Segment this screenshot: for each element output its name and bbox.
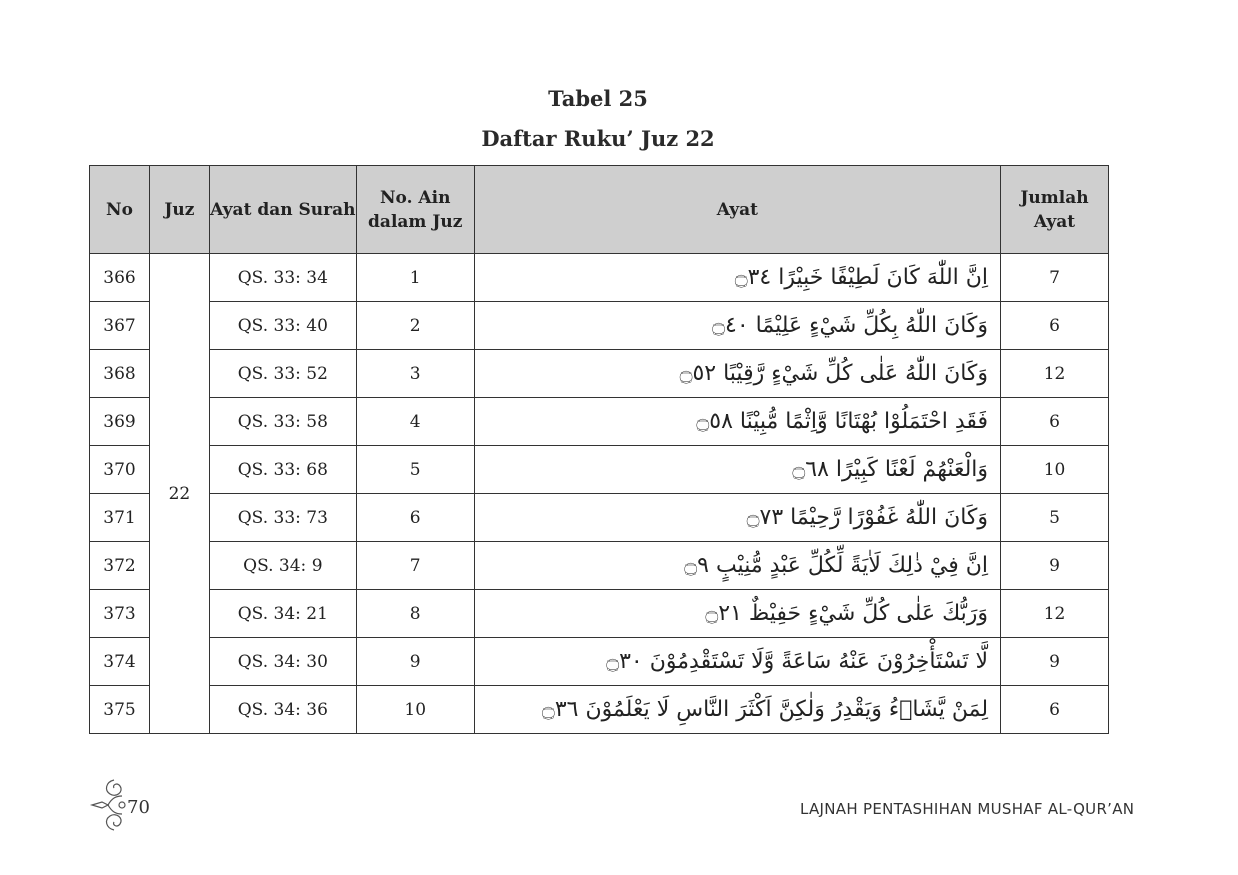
cell-surah: QS. 33: 58: [209, 398, 356, 446]
table-row: [90, 254, 1109, 302]
cell-jumlah: 6: [1001, 686, 1109, 734]
table-subtitle: Daftar Ruku’ Juz 22: [481, 126, 715, 151]
cell-jumlah: 10: [1001, 446, 1109, 494]
header-ayat: Ayat: [474, 166, 1000, 254]
cell-surah: QS. 33: 40: [209, 302, 356, 350]
cell-ayat: وَكَانَ اللّٰهُ عَلٰى كُلِّ شَيْءٍ رَّقِيْبًا ۝٥٢: [474, 350, 1000, 398]
publisher-footer: LAJNAH PENTASHIHAN MUSHAF AL-QUR’AN: [800, 800, 1135, 818]
ornament-icon: [88, 776, 130, 834]
cell-no: 371: [90, 494, 150, 542]
table-row: [90, 686, 1109, 734]
cell-jumlah: 6: [1001, 398, 1109, 446]
cell-ain: 6: [356, 494, 474, 542]
table-row: [90, 638, 1109, 686]
table-row: [90, 590, 1109, 638]
table-row: [90, 542, 1109, 590]
table-row: [90, 398, 1109, 446]
header-jumlah-line1: Jumlah: [1020, 187, 1089, 208]
table-row: [90, 302, 1109, 350]
cell-surah: QS. 34: 36: [209, 686, 356, 734]
cell-ain: 3: [356, 350, 474, 398]
cell-ain: 2: [356, 302, 474, 350]
cell-ain: 7: [356, 542, 474, 590]
header-no-ain-line2: dalam Juz: [368, 211, 463, 232]
cell-juz: 22: [149, 254, 209, 734]
cell-surah: QS. 34: 9: [209, 542, 356, 590]
cell-surah: QS. 34: 21: [209, 590, 356, 638]
cell-no: 373: [90, 590, 150, 638]
header-jumlah-line2: Ayat: [1033, 211, 1076, 232]
cell-no: 367: [90, 302, 150, 350]
cell-ayat: اِنَّ اللّٰهَ كَانَ لَطِيْفًا خَبِيْرًا ۝٣٤: [474, 254, 1000, 302]
cell-ain: 1: [356, 254, 474, 302]
cell-jumlah: 7: [1001, 254, 1109, 302]
header-no-ain: [356, 166, 474, 254]
header-no: No: [90, 166, 150, 254]
cell-jumlah: 12: [1001, 590, 1109, 638]
cell-no: 369: [90, 398, 150, 446]
cell-ayat: وَالْعَنْهُمْ لَعْنًا كَبِيْرًا ۝٦٨: [474, 446, 1000, 494]
cell-ayat: لِمَنْ يَّشَاۤءُ وَيَقْدِرُ وَلٰكِنَّ اَكْثَرَ النَّاسِ لَا يَعْلَمُوْنَ ۝٣٦: [474, 686, 1000, 734]
cell-jumlah: 6: [1001, 302, 1109, 350]
header-juz: Juz: [149, 166, 209, 254]
cell-jumlah: 9: [1001, 638, 1109, 686]
table-row: [90, 494, 1109, 542]
cell-no: 375: [90, 686, 150, 734]
header-ayat-surah: Ayat dan Surah: [209, 166, 356, 254]
cell-surah: QS. 33: 34: [209, 254, 356, 302]
cell-ayat: اِنَّ فِيْ ذٰلِكَ لَاٰيَةً لِّكُلِّ عَبْدٍ مُّنِيْبٍ ۝٩: [474, 542, 1000, 590]
ruku-table: [89, 165, 1109, 734]
cell-ayat: وَكَانَ اللّٰهُ غَفُوْرًا رَّحِيْمًا ۝٧٣: [474, 494, 1000, 542]
cell-ain: 4: [356, 398, 474, 446]
cell-no: 374: [90, 638, 150, 686]
table-row: [90, 446, 1109, 494]
table-title: Tabel 25: [548, 86, 648, 111]
cell-ayat: وَرَبُّكَ عَلٰى كُلِّ شَيْءٍ حَفِيْظٌ ۝٢١: [474, 590, 1000, 638]
cell-ayat: وَكَانَ اللّٰهُ بِكُلِّ شَيْءٍ عَلِيْمًا ۝٤٠: [474, 302, 1000, 350]
cell-no: 368: [90, 350, 150, 398]
cell-ayat: فَقَدِ احْتَمَلُوْا بُهْتَانًا وَّاِثْمًا مُّبِيْنًا ۝٥٨: [474, 398, 1000, 446]
cell-no: 372: [90, 542, 150, 590]
table-row: [90, 350, 1109, 398]
header-no-ain-line1: No. Ain: [380, 187, 451, 208]
cell-jumlah: 5: [1001, 494, 1109, 542]
cell-ain: 8: [356, 590, 474, 638]
cell-jumlah: 9: [1001, 542, 1109, 590]
cell-ayat: لَّا تَسْتَأْخِرُوْنَ عَنْهُ سَاعَةً وَّلَا تَسْتَقْدِمُوْنَ ۝٣٠: [474, 638, 1000, 686]
cell-ain: 9: [356, 638, 474, 686]
cell-ain: 10: [356, 686, 474, 734]
cell-no: 370: [90, 446, 150, 494]
cell-surah: QS. 33: 52: [209, 350, 356, 398]
page-number: 70: [127, 797, 150, 818]
cell-no: 366: [90, 254, 150, 302]
header-jumlah-ayat: [1001, 166, 1109, 254]
cell-jumlah: 12: [1001, 350, 1109, 398]
cell-surah: QS. 34: 30: [209, 638, 356, 686]
table-header-row: [90, 166, 1109, 254]
cell-ain: 5: [356, 446, 474, 494]
cell-surah: QS. 33: 68: [209, 446, 356, 494]
cell-surah: QS. 33: 73: [209, 494, 356, 542]
